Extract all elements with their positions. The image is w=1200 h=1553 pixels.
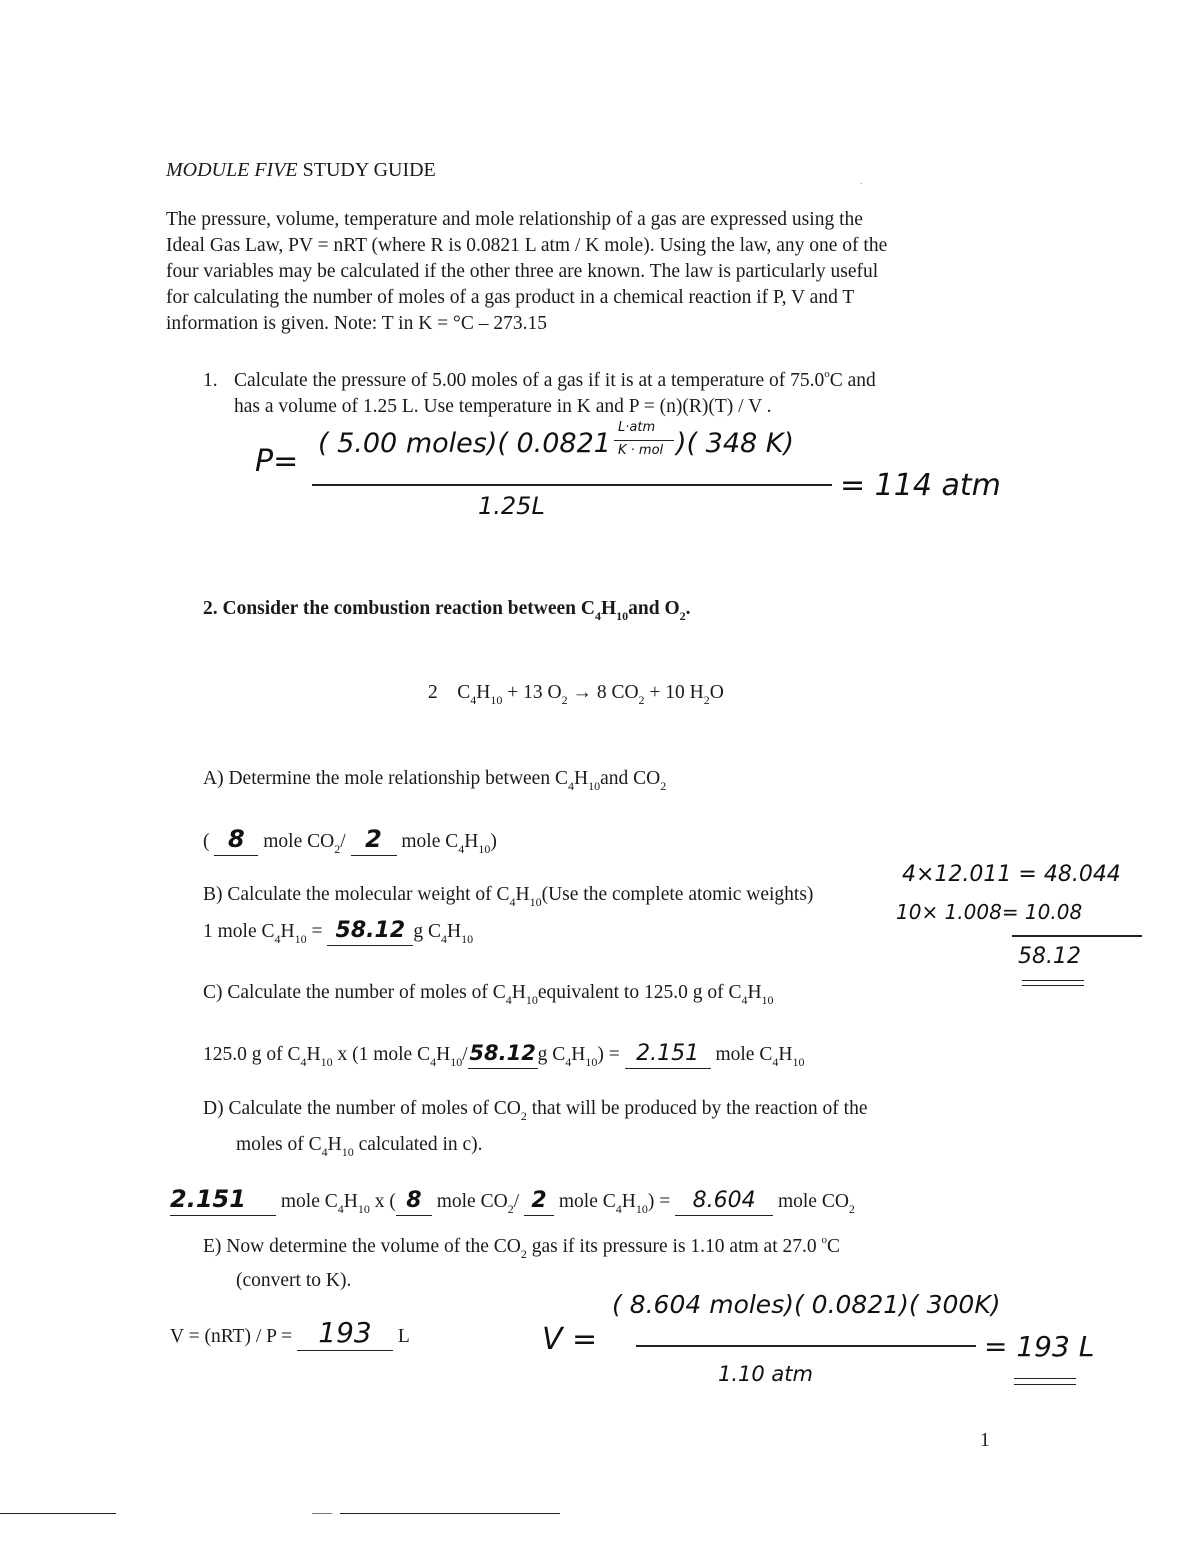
partD-answer: 8.604 — [692, 1188, 756, 1213]
subscript: 10 — [450, 1055, 463, 1069]
eq-arrow-co2: → 8 CO — [572, 682, 639, 703]
partA-label — [203, 766, 666, 792]
partD-text5: mole CO — [777, 1191, 849, 1212]
partC-molar-mass: 58.12 — [469, 1041, 536, 1065]
subscript: 10 — [635, 1202, 648, 1216]
q1-text-line2: has a volume of 1.25 L. Use temperature in K and P = (n)(R)(T) / V . — [234, 396, 772, 417]
hw-v-label: V = — [542, 1322, 598, 1357]
partE-unit: L — [397, 1326, 410, 1347]
partC-answer: 2.151 — [636, 1041, 700, 1066]
subscript: 10 — [616, 609, 629, 623]
eq-water-o: O — [709, 682, 724, 703]
hw-p-numerator-end: )( 348 K) — [676, 428, 795, 459]
subscript: 10 — [588, 779, 601, 793]
subscript: 4 — [615, 1202, 622, 1216]
hw-double-underline — [1022, 980, 1084, 981]
hw-unit-fraction-line — [614, 440, 674, 441]
partC-label — [203, 980, 774, 1006]
partA-end: and CO — [600, 768, 661, 789]
element-h: H — [515, 884, 530, 905]
paren: ) — [490, 831, 497, 852]
partC-calc-end: mole C — [715, 1044, 773, 1065]
element-h: H — [464, 831, 479, 852]
q1-line1: Calculate the pressure of 5.00 moles of a gas if it is at a temperature of 75.0 — [234, 370, 825, 391]
hw-v-numerator: ( 8.604 moles)( 0.0821)( 300K) — [612, 1290, 1001, 1319]
subscript: 2 — [507, 1202, 514, 1216]
hw-p-numerator: ( 5.00 moles)( 0.0821 — [318, 428, 611, 459]
q2-heading-text: 2. Consider the combustion reaction between C — [203, 598, 595, 619]
partC-text: C) Calculate the number of moles of C — [203, 982, 506, 1003]
partB-unit: g C — [413, 921, 441, 942]
subscript: 4 — [470, 693, 477, 707]
partB-answer: 58.12 — [335, 918, 406, 943]
eq-c: C — [457, 682, 471, 703]
subscript: 10 — [461, 932, 474, 946]
subscript: 4 — [274, 932, 281, 946]
equals: ) = — [647, 1191, 671, 1212]
partC-calc-start: 125.0 g of C — [203, 1044, 301, 1065]
page-number: 1 — [980, 1430, 990, 1451]
hw-double-underline — [1022, 985, 1084, 986]
scan-line-center — [340, 1513, 560, 1514]
q2-heading — [203, 596, 691, 622]
partA-text: A) Determine the mole relationship between C — [203, 768, 568, 789]
hw-double-underline — [1014, 1384, 1076, 1385]
partE-label-end: C — [827, 1236, 841, 1257]
partE-answer-blank[interactable] — [297, 1316, 393, 1351]
subscript: 4 — [321, 1145, 328, 1159]
combustion-equation — [428, 680, 724, 706]
subscript: 10 — [585, 1055, 598, 1069]
partD-text4: mole C — [558, 1191, 616, 1212]
subscript: 2 — [520, 1109, 527, 1123]
partB-end: (Use the complete atomic weights) — [541, 884, 814, 905]
hw-unit-bottom: K · mol — [618, 443, 664, 458]
partD-calc — [170, 1186, 855, 1216]
degree-mark: o — [821, 1234, 827, 1246]
eq-h: H — [476, 682, 491, 703]
partB-text: B) Calculate the molecular weight of C — [203, 884, 510, 905]
subscript: 2 — [561, 693, 568, 707]
subscript: 10 — [792, 1055, 805, 1069]
subscript: 4 — [458, 842, 465, 856]
element-h: H — [571, 1044, 586, 1065]
partD-text: D) Calculate the number of moles of CO — [203, 1098, 521, 1119]
element-h: H — [573, 768, 589, 789]
q2-heading-end: . — [685, 598, 691, 619]
intro-line: four variables may be calculated if the other three are known. The law is particularly useful — [166, 261, 879, 282]
page-title — [166, 157, 436, 183]
element-h: H — [306, 1044, 321, 1065]
partD-blank1[interactable] — [170, 1186, 276, 1216]
element-h: H — [621, 1191, 636, 1212]
subscript: 10 — [478, 842, 491, 856]
subscript: 10 — [761, 993, 774, 1007]
subscript: 4 — [300, 1055, 307, 1069]
partD-label-end: that will be produced by the reaction of the — [531, 1098, 868, 1119]
element-h: H — [446, 921, 462, 942]
element-h: H — [343, 1191, 358, 1212]
partC-mid: equivalent to 125.0 g of C — [537, 982, 742, 1003]
hw-p-label: P= — [255, 444, 299, 479]
partD-val1: 2.151 — [170, 1185, 246, 1213]
eq-coefficient: 2 — [428, 682, 438, 703]
eq-oxygen: + 13 O — [507, 682, 562, 703]
hw-double-underline — [1014, 1378, 1076, 1379]
element-h: H — [511, 982, 526, 1003]
slash: / — [340, 831, 346, 852]
partE-formula-text: V = (nRT) / P = — [170, 1326, 293, 1347]
subscript: 10 — [320, 1055, 333, 1069]
subscript: 4 — [567, 779, 574, 793]
partA-answer2: 2 — [365, 825, 382, 853]
subscript: 10 — [529, 895, 542, 909]
partD-line2 — [236, 1132, 483, 1158]
hw-sum-total: 58.12 — [1018, 944, 1081, 969]
subscript: 2 — [703, 693, 710, 707]
subscript: 4 — [772, 1055, 779, 1069]
partD-label — [203, 1096, 867, 1122]
hw-v-result: = 193 L — [984, 1330, 1095, 1363]
subscript: 10 — [294, 932, 307, 946]
partB-answer-line — [203, 918, 473, 946]
subscript: 2 — [638, 693, 645, 707]
partD-answer-blank[interactable] — [675, 1188, 773, 1216]
subscript: 4 — [509, 895, 516, 909]
partE-label-mid: gas if its pressure is 1.10 atm at 27.0 — [531, 1236, 817, 1257]
q1-line1-end: C and — [829, 370, 876, 391]
equals: = — [311, 921, 323, 942]
title-italic: MODULE FIVE — [166, 159, 298, 181]
intro-paragraph — [166, 207, 887, 337]
partC-calc — [203, 1040, 804, 1069]
hw-calc-hydrogen: 10× 1.008= 10.08 — [896, 900, 1083, 924]
subscript: 10 — [341, 1145, 354, 1159]
subscript: 2 — [660, 779, 667, 793]
subscript: 10 — [490, 693, 503, 707]
partC-molar-mass-blank[interactable] — [468, 1040, 538, 1069]
partE-answer: 193 — [318, 1316, 372, 1349]
intro-line: Ideal Gas Law, PV = nRT (where R is 0.0821 L atm / K mole). Using the law, any one of the — [166, 235, 888, 256]
partA-ratio — [203, 826, 497, 856]
hw-calc-carbon: 4×12.011 = 48.044 — [902, 862, 1121, 887]
partC-answer-blank[interactable] — [625, 1041, 711, 1069]
subscript: 4 — [741, 993, 748, 1007]
partB-blank[interactable] — [327, 918, 413, 946]
partD-text1: mole C — [280, 1191, 338, 1212]
q1-number: 1. — [203, 370, 218, 391]
subscript: 4 — [594, 609, 601, 623]
element-h: H — [600, 598, 617, 619]
element-h: H — [327, 1134, 342, 1155]
equals: ) = — [597, 1044, 620, 1065]
subscript: 4 — [430, 1055, 437, 1069]
q2-heading-mid: and O — [628, 598, 680, 619]
element-h: H — [280, 921, 295, 942]
subscript: 4 — [565, 1055, 572, 1069]
partA-blank1[interactable] — [214, 826, 258, 856]
hw-unit-top: L·atm — [618, 420, 656, 435]
partB-label — [203, 882, 813, 908]
element-h: H — [436, 1044, 451, 1065]
partE-formula — [170, 1316, 410, 1351]
partE-label — [203, 1234, 840, 1260]
element-h: H — [778, 1044, 793, 1065]
scan-dash — [312, 1513, 332, 1514]
partA-mid: mole CO — [263, 831, 335, 852]
partE-line2: (convert to K). — [236, 1270, 352, 1291]
partE-text: E) Now determine the volume of the CO — [203, 1236, 521, 1257]
hw-sum-line — [1012, 935, 1142, 937]
q1-text-line1 — [234, 368, 876, 394]
partD-text2: x ( — [374, 1191, 396, 1212]
slash: / — [462, 1044, 468, 1065]
slash: / — [513, 1191, 520, 1212]
partD-blank3[interactable] — [524, 1188, 554, 1216]
partC-calc-x: x (1 mole C — [337, 1044, 431, 1065]
partD-line2-end: calculated in c). — [358, 1134, 483, 1155]
degree-mark: o — [824, 368, 830, 380]
scan-speck: . — [860, 176, 863, 187]
subscript: 4 — [440, 932, 447, 946]
subscript: 10 — [357, 1202, 370, 1216]
hw-p-denominator: 1.25L — [478, 492, 545, 520]
partD-line2-text: moles of C — [236, 1134, 322, 1155]
hw-v-denominator: 1.10 atm — [718, 1362, 813, 1386]
intro-line: for calculating the number of moles of a gas product in a chemical reaction if P, V and T — [166, 287, 855, 308]
subscript: 4 — [505, 993, 512, 1007]
subscript: 2 — [334, 842, 341, 856]
subscript: 2 — [848, 1202, 855, 1216]
hw-p-fraction-bar — [312, 484, 832, 486]
subscript: 2 — [679, 609, 686, 623]
subscript: 2 — [520, 1247, 527, 1261]
intro-line: information is given. Note: T in K = °C – 273.15 — [166, 313, 547, 334]
hw-p-result: = 114 atm — [840, 468, 1001, 503]
hw-v-fraction-bar — [636, 1345, 976, 1347]
subscript: 4 — [337, 1202, 344, 1216]
partB-line2: 1 mole C — [203, 921, 275, 942]
paren: ( — [203, 831, 210, 852]
partD-blank2[interactable] — [396, 1188, 432, 1216]
title-rest: STUDY GUIDE — [302, 159, 436, 181]
partD-val3: 2 — [531, 1188, 547, 1213]
partD-val2: 8 — [406, 1188, 422, 1213]
eq-water-h: + 10 H — [649, 682, 704, 703]
partD-text3: mole CO — [436, 1191, 508, 1212]
partC-unit: g C — [537, 1044, 566, 1065]
subscript: 10 — [525, 993, 538, 1007]
element-h: H — [747, 982, 762, 1003]
partA-blank2[interactable] — [351, 826, 397, 856]
partA-answer1: 8 — [228, 825, 245, 853]
partA-ratio-end: mole C — [401, 831, 459, 852]
scan-line-left — [0, 1513, 116, 1514]
intro-line: The pressure, volume, temperature and mole relationship of a gas are expressed using the — [166, 209, 863, 230]
